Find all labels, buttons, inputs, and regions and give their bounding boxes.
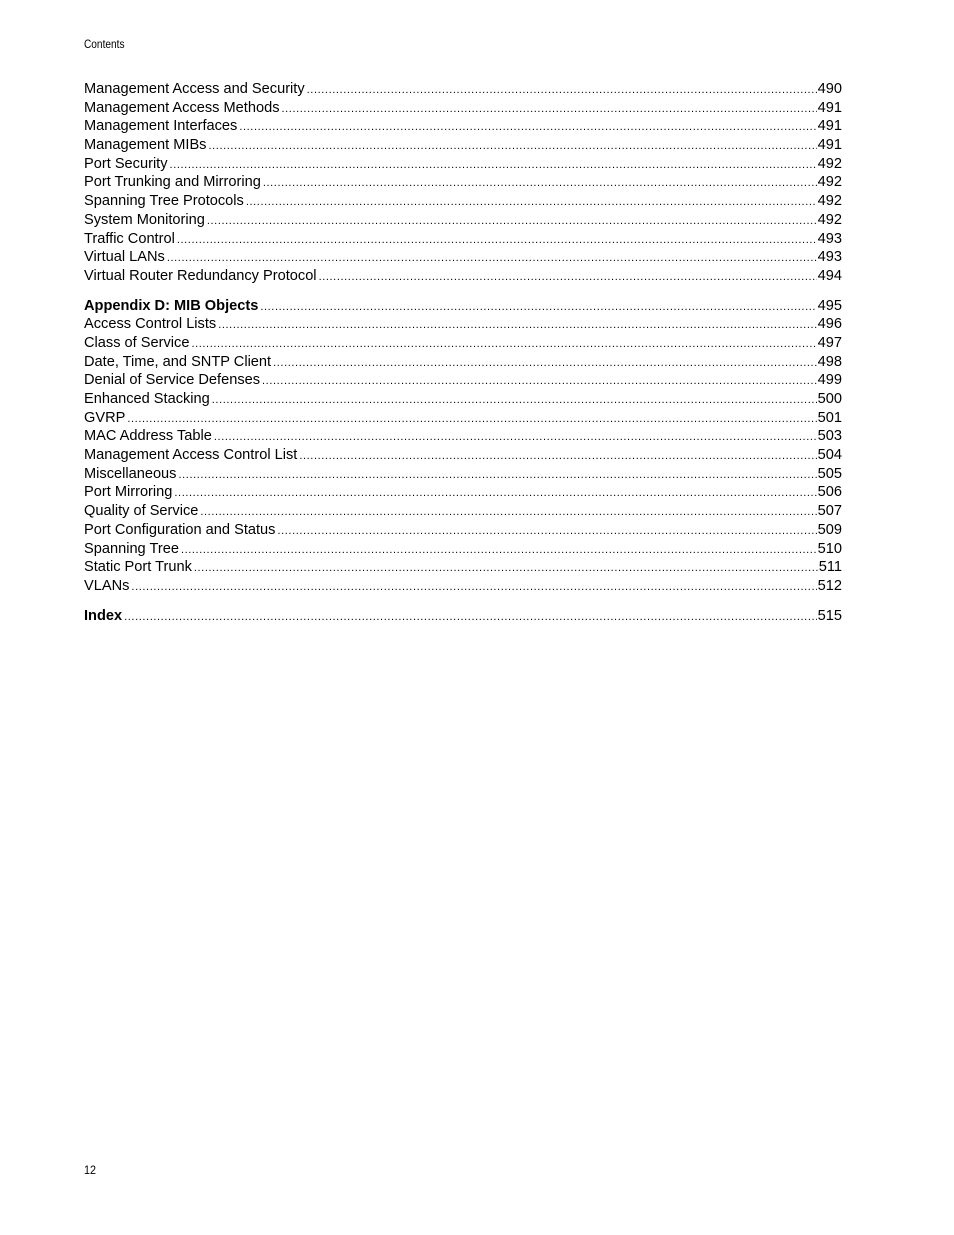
toc-entry-page: 492 [817, 211, 842, 228]
toc-entry-title: Index [84, 607, 123, 624]
toc-entry-title: Class of Service [84, 334, 190, 351]
toc-entry-page: 496 [817, 316, 842, 333]
toc-dot-leader [131, 578, 816, 597]
toc-entry[interactable] [84, 427, 842, 446]
toc-entry-page: 493 [817, 230, 842, 247]
toc-entry[interactable] [84, 334, 842, 353]
toc-dot-leader [174, 484, 816, 503]
page-number: 12 [84, 1163, 97, 1177]
toc-entry-title: Virtual LANs [84, 249, 165, 266]
toc-entry-page: 500 [817, 391, 842, 407]
toc-entry[interactable] [84, 80, 842, 99]
toc-entry[interactable] [84, 465, 842, 484]
toc-dot-leader [212, 391, 817, 410]
toc-entry-page: 492 [817, 155, 842, 172]
toc-entry[interactable] [84, 211, 842, 230]
running-header: Contents [84, 39, 125, 51]
toc-entry-page: 495 [817, 297, 842, 314]
toc-entry-page: 509 [817, 521, 842, 538]
toc-entry-title: GVRP [84, 409, 126, 426]
toc-entry-page: 512 [817, 577, 842, 594]
toc-entry-page: 506 [817, 484, 842, 501]
toc-entry-title: Spanning Tree Protocols [84, 193, 244, 210]
toc-entry-page: 501 [817, 409, 842, 426]
toc-entry[interactable] [84, 230, 842, 249]
toc-dot-leader [167, 249, 817, 268]
toc-dot-leader [263, 174, 817, 193]
toc-entry-title: Port Trunking and Mirroring [84, 174, 261, 191]
toc-entry-title: Miscellaneous [84, 465, 177, 482]
toc-dot-leader [218, 316, 816, 335]
toc-dot-leader [246, 193, 817, 212]
toc-entry-page: 504 [817, 447, 842, 464]
toc-entry-title: Date, Time, and SNTP Client [84, 353, 272, 370]
toc-entry[interactable] [84, 409, 842, 428]
toc-entry-page: 491 [817, 118, 842, 135]
toc-entry-title: Management MIBs [84, 137, 207, 154]
toc-entry[interactable] [84, 371, 842, 390]
toc-dot-leader [262, 372, 817, 391]
toc-entry-page: 492 [817, 193, 842, 210]
toc-group [84, 607, 842, 626]
toc-entry-page: 507 [817, 503, 842, 520]
toc-dot-leader [191, 335, 816, 354]
toc-dot-leader [239, 118, 816, 137]
toc-group [84, 80, 842, 286]
toc-entry[interactable] [84, 540, 842, 559]
toc-entry-title: Port Configuration and Status [84, 521, 276, 538]
toc-dot-leader [319, 268, 817, 287]
toc-entry-title: Access Control Lists [84, 316, 217, 333]
toc-entry-page: 491 [817, 99, 842, 116]
toc-entry[interactable] [84, 577, 842, 596]
toc-entry-page: 493 [817, 249, 842, 266]
toc-heading-entry[interactable] [84, 607, 842, 626]
toc-entry-page: 510 [817, 540, 842, 557]
toc-entry-title: System Monitoring [84, 211, 205, 228]
toc-entry-page: 499 [817, 372, 842, 389]
toc-entry[interactable] [84, 315, 842, 334]
toc-dot-leader [208, 137, 816, 156]
toc-dot-leader [194, 559, 818, 578]
toc-dot-leader [273, 354, 817, 373]
toc-entry-title: Enhanced Stacking [84, 391, 210, 407]
toc-entry-title: Port Mirroring [84, 484, 173, 501]
toc-entry-title: Spanning Tree [84, 540, 179, 557]
toc-dot-leader [177, 231, 817, 250]
toc-entry-title: MAC Address Table [84, 428, 212, 445]
toc-entry-page: 494 [817, 267, 842, 284]
toc-dot-leader [282, 100, 817, 119]
toc-entry[interactable] [84, 99, 842, 118]
toc-entry-title: Management Access and Security [84, 81, 305, 97]
toc-entry-title: Virtual Router Redundancy Protocol [84, 267, 317, 284]
toc-entry-page: 511 [818, 559, 842, 576]
toc-entry[interactable] [84, 192, 842, 211]
toc-dot-leader [181, 541, 817, 560]
toc-entry-page: 505 [817, 465, 842, 482]
toc-entry-page: 503 [817, 428, 842, 445]
toc-entry[interactable] [84, 483, 842, 502]
toc-group [84, 297, 842, 596]
toc-entry-title: Denial of Service Defenses [84, 372, 261, 389]
toc-entry[interactable] [84, 248, 842, 267]
toc-dot-leader [260, 298, 816, 317]
toc-entry-page: 492 [817, 174, 842, 191]
toc-dot-leader [277, 522, 816, 541]
toc-entry-title: Appendix D: MIB Objects [84, 297, 259, 314]
toc-heading-entry[interactable] [84, 297, 842, 316]
table-of-contents [84, 80, 842, 625]
toc-entry-page: 515 [817, 607, 842, 624]
toc-entry-title: VLANs [84, 577, 130, 594]
toc-entry-page: 498 [817, 353, 842, 370]
toc-entry[interactable] [84, 446, 842, 465]
toc-dot-leader [207, 212, 817, 231]
toc-entry-title: Quality of Service [84, 503, 199, 520]
toc-entry[interactable] [84, 173, 842, 192]
toc-dot-leader [170, 156, 817, 175]
toc-entry[interactable] [84, 267, 842, 286]
toc-entry[interactable] [84, 136, 842, 155]
toc-dot-leader [299, 447, 816, 466]
toc-entry[interactable] [84, 353, 842, 372]
toc-entry-title: Static Port Trunk [84, 559, 192, 576]
toc-entry-page: 491 [817, 137, 842, 154]
toc-entry[interactable] [84, 390, 842, 409]
toc-dot-leader [307, 81, 817, 100]
toc-entry[interactable] [84, 521, 842, 540]
toc-dot-leader [127, 410, 816, 429]
toc-entry[interactable] [84, 155, 842, 174]
toc-dot-leader [214, 428, 817, 447]
toc-dot-leader [200, 503, 816, 522]
toc-dot-leader [178, 466, 816, 485]
toc-dot-leader [124, 608, 817, 627]
toc-entry[interactable] [84, 117, 842, 136]
toc-entry-page: 490 [817, 81, 842, 97]
toc-entry[interactable] [84, 558, 842, 577]
toc-entry-title: Management Access Control List [84, 447, 298, 464]
toc-entry-page: 497 [817, 334, 842, 351]
toc-entry-title: Management Interfaces [84, 118, 238, 135]
toc-entry-title: Traffic Control [84, 230, 175, 247]
toc-entry-title: Management Access Methods [84, 99, 280, 116]
toc-entry[interactable] [84, 502, 842, 521]
toc-entry-title: Port Security [84, 155, 168, 172]
